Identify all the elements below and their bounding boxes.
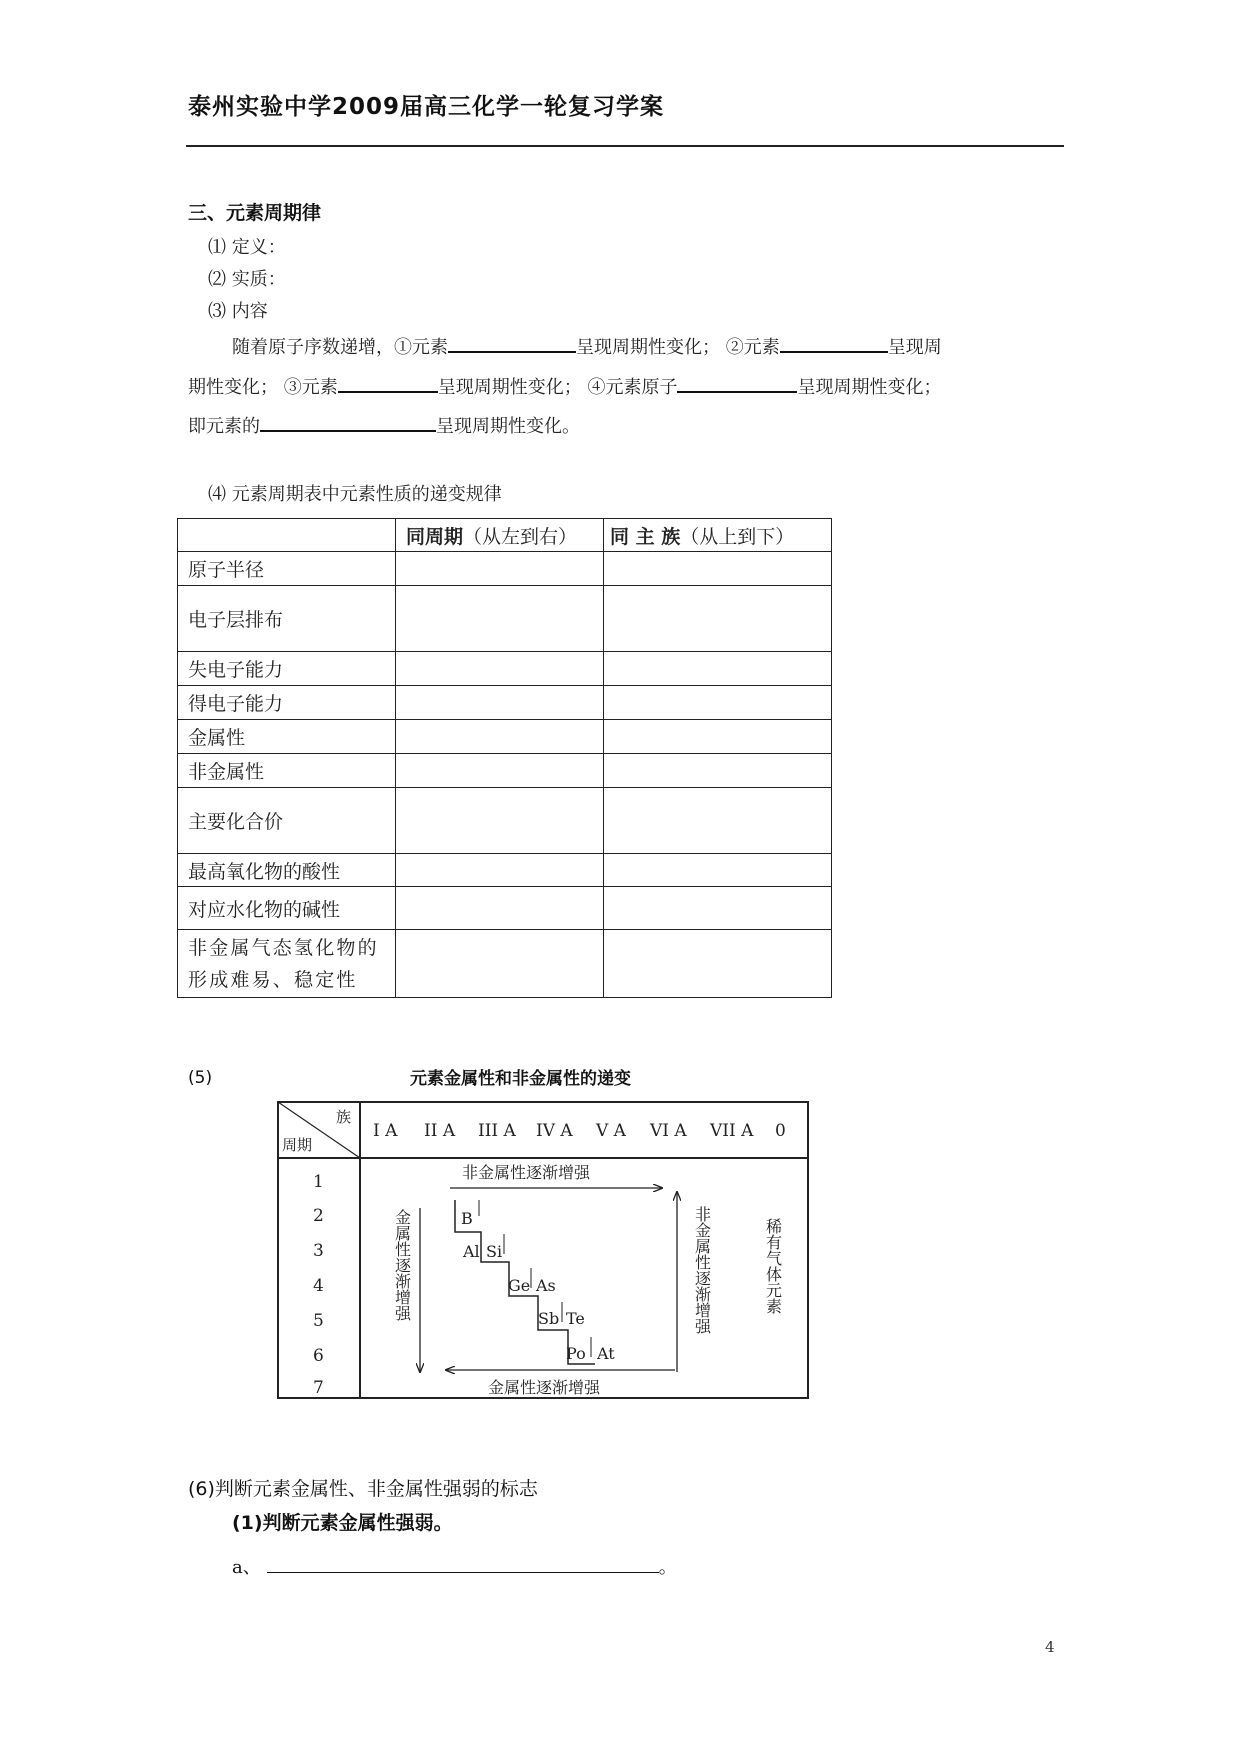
item-essence: ⑵ 实质： bbox=[208, 269, 286, 290]
diagram-frame bbox=[278, 1102, 808, 1398]
item-definition: ⑴ 定义： bbox=[208, 237, 286, 258]
group-header: III A bbox=[478, 1121, 516, 1141]
table-row bbox=[178, 552, 832, 586]
table-row bbox=[178, 586, 832, 652]
cell-period bbox=[396, 887, 604, 930]
page-header-title: 泰州实验中学2009届高三化学一轮复习学案 bbox=[188, 94, 665, 120]
row-label: 得电子能力 bbox=[178, 686, 396, 720]
row-label: 主要化合价 bbox=[178, 788, 396, 854]
item-a-line bbox=[232, 1553, 692, 1579]
cell-group bbox=[604, 788, 832, 854]
period-number: 1 bbox=[313, 1172, 324, 1192]
blank-5 bbox=[260, 414, 436, 432]
table-row bbox=[178, 930, 832, 998]
element-symbol: As bbox=[536, 1276, 556, 1295]
content-line-1 bbox=[188, 333, 1068, 359]
table-header-row bbox=[178, 519, 832, 552]
blank-1 bbox=[448, 335, 576, 353]
cell-group bbox=[604, 586, 832, 652]
header-divider bbox=[186, 145, 1064, 147]
content-line-3 bbox=[188, 412, 1068, 438]
period-number: 2 bbox=[313, 1206, 324, 1226]
bottom-arrow-label: 金属性逐渐增强 bbox=[488, 1378, 601, 1397]
item-trends: ⑷ 元素周期表中元素性质的递变规律 bbox=[208, 484, 502, 505]
item-content: ⑶ 内容 bbox=[208, 301, 268, 322]
row-label: 非金属气态氢化物的形成难易、稳定性 bbox=[178, 930, 396, 998]
cell-group bbox=[604, 854, 832, 887]
cell-period bbox=[396, 552, 604, 586]
content-line-2 bbox=[188, 373, 1068, 399]
cell-period bbox=[396, 720, 604, 754]
item-a-end: 。 bbox=[658, 1557, 677, 1578]
row-label: 原子半径 bbox=[178, 552, 396, 586]
row-label: 非金属性 bbox=[178, 754, 396, 788]
blank-2 bbox=[780, 335, 888, 353]
cell-group bbox=[604, 754, 832, 788]
header-same-group: 同 主 族（从上到下） bbox=[604, 519, 832, 552]
row-label: 失电子能力 bbox=[178, 652, 396, 686]
corner-group-label: 族 bbox=[336, 1108, 352, 1126]
element-symbol: Al bbox=[463, 1242, 480, 1261]
content-l3b: 呈现周期性变化。 bbox=[436, 416, 580, 437]
table-row bbox=[178, 887, 832, 930]
period-number: 6 bbox=[313, 1346, 324, 1366]
element-symbol: At bbox=[597, 1344, 615, 1363]
element-symbol: Te bbox=[566, 1309, 585, 1328]
blank-3 bbox=[338, 375, 438, 393]
cell-period bbox=[396, 652, 604, 686]
group-header: VII A bbox=[710, 1121, 754, 1141]
item-a-blank bbox=[267, 1556, 659, 1573]
cell-group bbox=[604, 887, 832, 930]
content-l2b: 呈现周期性变化； ④元素原子 bbox=[437, 377, 678, 398]
table-row bbox=[178, 720, 832, 754]
cell-period bbox=[396, 930, 604, 998]
content-l2c: 呈现周期性变化； bbox=[797, 377, 942, 398]
table-row bbox=[178, 854, 832, 887]
cell-group bbox=[604, 686, 832, 720]
cell-period bbox=[396, 854, 604, 887]
cell-group bbox=[604, 652, 832, 686]
row-label: 最高氧化物的酸性 bbox=[178, 854, 396, 887]
cell-group bbox=[604, 930, 832, 998]
content-l3a: 即元素的 bbox=[188, 416, 260, 437]
element-symbol: Si bbox=[486, 1242, 503, 1261]
cell-group bbox=[604, 552, 832, 586]
table-row bbox=[178, 686, 832, 720]
element-symbol: Ge bbox=[508, 1276, 531, 1295]
group-header: VI A bbox=[650, 1121, 687, 1141]
content-t2: 呈现周 bbox=[887, 337, 942, 358]
blank-4 bbox=[677, 375, 797, 393]
content-t1: 呈现周期性变化； ②元素 bbox=[576, 337, 780, 358]
right-arrow-label: 非金属性逐渐增强 bbox=[692, 1206, 712, 1334]
group-header: V A bbox=[596, 1121, 626, 1141]
period-number: 4 bbox=[313, 1276, 324, 1296]
cell-period bbox=[396, 788, 604, 854]
period-number: 7 bbox=[313, 1378, 324, 1398]
figure-label: (5) bbox=[188, 1068, 213, 1088]
top-arrow-label: 非金属性逐渐增强 bbox=[462, 1163, 591, 1182]
header-same-period: 同周期（从左到右） bbox=[396, 519, 604, 552]
content-l2a: 期性变化； ③元素 bbox=[188, 377, 338, 398]
element-symbol: Po bbox=[566, 1344, 586, 1363]
header-empty-cell bbox=[178, 519, 396, 552]
table-row bbox=[178, 754, 832, 788]
periodic-trend-diagram bbox=[270, 1096, 820, 1416]
group-header: 0 bbox=[775, 1121, 786, 1141]
period-number: 3 bbox=[313, 1241, 324, 1261]
group-header: II A bbox=[424, 1121, 456, 1141]
row-label: 金属性 bbox=[178, 720, 396, 754]
section-heading: 三、元素周期律 bbox=[188, 202, 322, 224]
cell-group bbox=[604, 720, 832, 754]
left-arrow-label: 金属性逐渐增强 bbox=[392, 1209, 412, 1321]
cell-period bbox=[396, 586, 604, 652]
section6-heading: (6)判断元素金属性、非金属性强弱的标志 bbox=[188, 1478, 538, 1500]
section6-subheading: (1)判断元素金属性强弱。 bbox=[232, 1512, 453, 1534]
page-number: 4 bbox=[1045, 1638, 1055, 1656]
item-a-label: a、 bbox=[232, 1557, 261, 1578]
diagram-caption: 元素金属性和非金属性的递变 bbox=[410, 1069, 631, 1089]
element-symbol: Sb bbox=[538, 1309, 560, 1328]
properties-table bbox=[177, 518, 832, 998]
row-label: 对应水化物的碱性 bbox=[178, 887, 396, 930]
table-row bbox=[178, 652, 832, 686]
corner-period-label: 周期 bbox=[282, 1136, 313, 1154]
period-number: 5 bbox=[313, 1311, 324, 1331]
cell-period bbox=[396, 754, 604, 788]
content-intro: 随着原子序数递增，①元素 bbox=[232, 337, 448, 358]
cell-period bbox=[396, 686, 604, 720]
row-label: 电子层排布 bbox=[178, 586, 396, 652]
noble-gas-label: 稀有气体元素 bbox=[763, 1218, 783, 1314]
element-symbol: B bbox=[461, 1209, 473, 1228]
group-header: I A bbox=[373, 1121, 398, 1141]
table-row bbox=[178, 788, 832, 854]
group-header: IV A bbox=[536, 1121, 573, 1141]
